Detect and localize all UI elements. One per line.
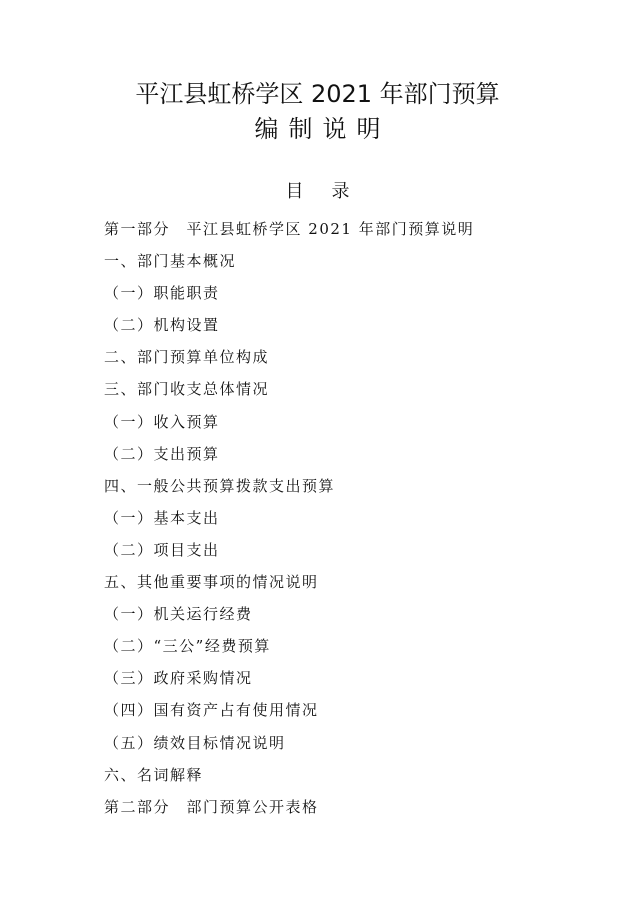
toc-item: （三）政府采购情况 bbox=[104, 669, 253, 688]
toc-item: 第二部分 部门预算公开表格 bbox=[104, 797, 319, 816]
toc-item: （二）项目支出 bbox=[104, 540, 220, 559]
toc-item: （二）支出预算 bbox=[104, 444, 220, 463]
document-title: 平江县虹桥学区 2021 年部门预算 bbox=[135, 80, 500, 108]
document-subtitle: 编制说明 bbox=[254, 115, 391, 143]
toc-item: （一）基本支出 bbox=[104, 508, 220, 527]
toc-item: 五、其他重要事项的情况说明 bbox=[104, 573, 319, 592]
toc-item: 一、部门基本概况 bbox=[104, 252, 237, 271]
toc-item: （四）国有资产占有使用情况 bbox=[104, 701, 319, 720]
toc-item: （一）职能职责 bbox=[104, 284, 220, 303]
toc-item: 三、部门收支总体情况 bbox=[104, 380, 270, 399]
toc-item: （五）绩效目标情况说明 bbox=[104, 733, 286, 752]
toc-item: （二）“三公”经费预算 bbox=[104, 637, 271, 656]
toc-item: （一）收入预算 bbox=[104, 412, 220, 431]
toc-item: 四、一般公共预算拨款支出预算 bbox=[104, 476, 336, 495]
toc-item: 第一部分 平江县虹桥学区 2021 年部门预算说明 bbox=[104, 220, 475, 238]
toc-item: （一）机关运行经费 bbox=[104, 605, 253, 624]
toc-heading: 目录 bbox=[285, 181, 378, 202]
toc-item: （二）机构设置 bbox=[104, 316, 220, 335]
toc-item: 二、部门预算单位构成 bbox=[104, 348, 270, 367]
toc-item: 六、名词解释 bbox=[104, 765, 204, 784]
table-of-contents bbox=[104, 219, 474, 829]
